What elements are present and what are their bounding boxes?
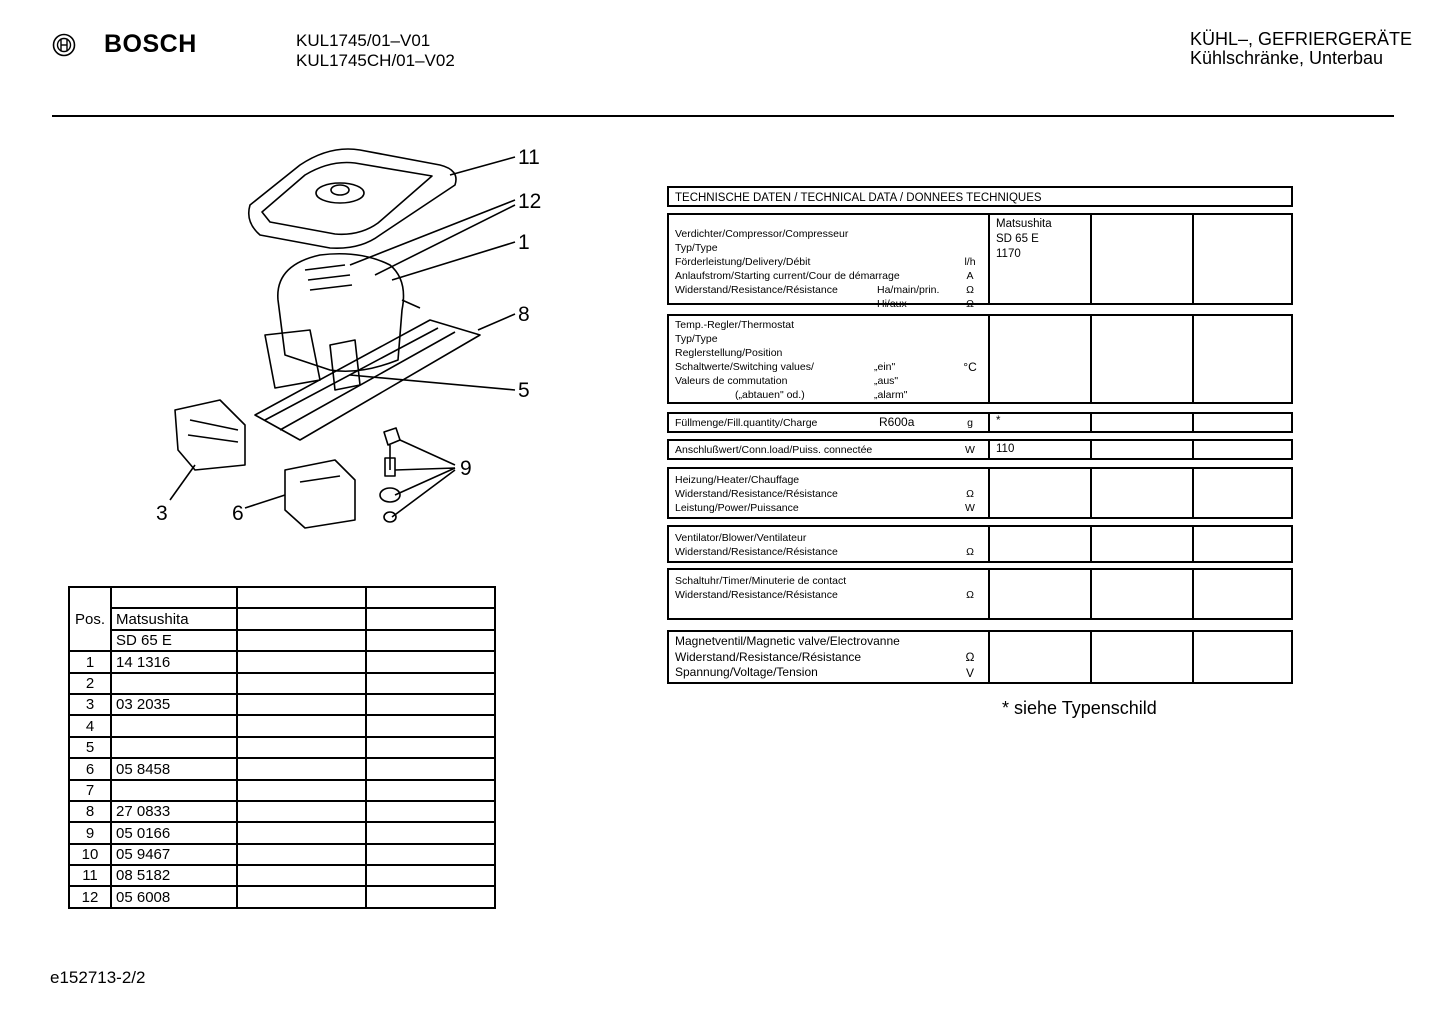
spec-label: Magnetventil/Magnetic valve/Electrovanne xyxy=(675,634,900,648)
model-number: KUL1745/01–V01 xyxy=(296,31,431,50)
pos-cell: 7 xyxy=(69,780,111,801)
spec-unit: A xyxy=(966,270,974,282)
cover-part xyxy=(285,460,355,528)
spec-label: Typ/Type xyxy=(675,242,718,254)
spec-label: („abtauen" od.) xyxy=(735,389,805,401)
part-number-cell: 05 8458 xyxy=(111,758,237,779)
spec-sub-label: „alarm" xyxy=(874,389,908,401)
empty-cell xyxy=(366,694,495,715)
empty-cell xyxy=(366,715,495,736)
timer-block xyxy=(667,568,1293,620)
empty-cell xyxy=(237,780,366,801)
table-row xyxy=(69,758,495,779)
spec-sub-label: Hi/aux xyxy=(877,298,907,310)
empty-cell xyxy=(237,801,366,822)
spec-sub-label: Ha/main/prin. xyxy=(877,284,940,296)
empty-cell xyxy=(366,758,495,779)
thermostat-block xyxy=(667,314,1293,404)
part-number-cell: 05 9467 xyxy=(111,844,237,865)
empty-cell xyxy=(237,886,366,907)
pos-cell: 6 xyxy=(69,758,111,779)
spec-label: Förderleistung/Delivery/Débit xyxy=(675,256,811,268)
part-number-cell: 08 5182 xyxy=(111,865,237,886)
compressor-part xyxy=(278,254,404,372)
charge-block xyxy=(667,412,1293,433)
spec-label: Reglerstellung/Position xyxy=(675,347,783,359)
pos-cell: 1 xyxy=(69,651,111,672)
empty-cell xyxy=(237,673,366,694)
spec-label: Schaltwerte/Switching values/ xyxy=(675,361,814,373)
callout-label: 3 xyxy=(156,502,168,525)
spec-unit: Ω xyxy=(966,546,974,558)
callout-label: 12 xyxy=(518,190,542,213)
table-row xyxy=(69,780,495,801)
compressor-block xyxy=(667,213,1293,310)
empty-cell xyxy=(366,844,495,865)
empty-cell xyxy=(366,651,495,672)
spec-label: Spannung/Voltage/Tension xyxy=(675,665,818,679)
part-number-cell: 14 1316 xyxy=(111,651,237,672)
spec-value: Matsushita xyxy=(996,218,1052,230)
table-row xyxy=(69,694,495,715)
technical-data-panel xyxy=(667,186,1293,684)
spec-unit: Ω xyxy=(966,488,974,500)
empty-cell xyxy=(366,780,495,801)
table-row xyxy=(69,673,495,694)
model-number: KUL1745CH/01–V02 xyxy=(296,51,455,70)
spec-label: Temp.-Regler/Thermostat xyxy=(675,319,795,331)
connected-load-block xyxy=(667,439,1293,460)
pos-cell: 4 xyxy=(69,715,111,736)
empty-cell xyxy=(366,801,495,822)
table-row xyxy=(69,587,495,608)
pos-cell: 10 xyxy=(69,844,111,865)
type-plate-note: * siehe Typenschild xyxy=(1002,698,1157,718)
part-number-cell: 05 6008 xyxy=(111,886,237,907)
table-row xyxy=(69,844,495,865)
part-number-cell: 05 0166 xyxy=(111,822,237,843)
part-number-cell: 27 0833 xyxy=(111,801,237,822)
empty-cell xyxy=(237,844,366,865)
pos-cell: 2 xyxy=(69,673,111,694)
spec-label: Widerstand/Resistance/Résistance xyxy=(675,589,838,601)
blower-block xyxy=(667,525,1293,563)
pos-cell: 9 xyxy=(69,822,111,843)
empty-cell xyxy=(366,673,495,694)
document-reference: e152713-2/2 xyxy=(50,968,146,987)
empty-cell xyxy=(237,865,366,886)
empty-cell xyxy=(237,651,366,672)
exploded-parts-diagram xyxy=(140,140,560,530)
spec-unit: Ω xyxy=(965,650,975,664)
magnetic-valve-block xyxy=(667,630,1293,684)
starter-part xyxy=(175,400,245,470)
empty-cell xyxy=(237,694,366,715)
spec-unit: Ω xyxy=(966,298,974,310)
empty-cell xyxy=(366,886,495,907)
part-number-cell xyxy=(111,673,237,694)
table-row xyxy=(69,865,495,886)
spec-value: * xyxy=(988,414,1090,431)
spec-label: Schaltuhr/Timer/Minuterie de contact xyxy=(675,575,847,587)
part-number-cell: 03 2035 xyxy=(111,694,237,715)
product-category xyxy=(1190,30,1412,68)
pos-cell: 12 xyxy=(69,886,111,907)
spec-value: 110 xyxy=(988,441,1090,458)
table-row xyxy=(69,651,495,672)
table-row xyxy=(69,886,495,907)
pos-cell: 8 xyxy=(69,801,111,822)
empty-cell xyxy=(366,822,495,843)
brand-cell: Matsushita xyxy=(111,608,237,629)
spec-sub-label: „ein" xyxy=(874,361,896,373)
table-row xyxy=(69,630,495,651)
part-number-cell xyxy=(111,737,237,758)
table-row xyxy=(69,608,495,629)
empty-cell xyxy=(237,758,366,779)
spec-unit: Ω xyxy=(966,284,974,296)
spec-label: Anlaufstrom/Starting current/Cour de démarrage xyxy=(675,270,900,282)
parts-table xyxy=(68,586,496,909)
spec-sub-label: „aus" xyxy=(874,375,899,387)
empty-cell xyxy=(366,865,495,886)
spec-label: Ventilator/Blower/Ventilateur xyxy=(675,532,807,544)
pos-cell: 3 xyxy=(69,694,111,715)
table-row xyxy=(69,822,495,843)
pos-header: Pos. xyxy=(69,587,111,651)
category-line: KÜHL–, GEFRIERGERÄTE xyxy=(1189,29,1412,49)
spec-value: 1170 xyxy=(996,248,1021,260)
table-row xyxy=(69,801,495,822)
part-number-cell xyxy=(111,715,237,736)
empty-cell xyxy=(237,737,366,758)
spec-unit: Ω xyxy=(966,589,974,601)
header-divider xyxy=(52,115,1394,117)
spec-label: Widerstand/Resistance/Résistance xyxy=(675,546,838,558)
spec-label: Widerstand/Resistance/Résistance xyxy=(675,488,838,500)
fastener-part xyxy=(384,428,400,470)
callout-label: 11 xyxy=(518,146,540,169)
callout-label: 9 xyxy=(460,457,472,480)
spec-unit: V xyxy=(965,666,974,680)
model-numbers xyxy=(296,31,455,71)
spec-label: Anschlußwert/Conn.load/Puiss. connectée xyxy=(675,444,873,456)
callout-label: 8 xyxy=(518,303,530,326)
pos-cell: 5 xyxy=(69,737,111,758)
spec-label: Heizung/Heater/Chauffage xyxy=(675,474,800,486)
spec-label: Typ/Type xyxy=(675,333,718,345)
spec-label: Widerstand/Resistance/Résistance xyxy=(675,284,838,296)
heater-block xyxy=(667,467,1293,519)
callout-label: 1 xyxy=(518,231,530,254)
spec-label: Widerstand/Resistance/Résistance xyxy=(675,649,862,664)
empty-cell xyxy=(237,715,366,736)
mounting-rail-part xyxy=(255,320,480,440)
refrigerant-type: R600a xyxy=(879,415,915,429)
spec-unit: l/h xyxy=(964,256,976,268)
technical-data-title: TECHNISCHE DATEN / TECHNICAL DATA / DONNEES TECHNIQUES xyxy=(667,186,1293,207)
relay-part xyxy=(265,330,320,388)
pos-cell: 11 xyxy=(69,865,111,886)
empty-cell xyxy=(366,737,495,758)
spec-label: Leistung/Power/Puissance xyxy=(675,502,799,514)
callout-label: 5 xyxy=(518,379,530,402)
spec-label: Valeurs de commutation xyxy=(675,375,788,387)
bosch-logo-icon xyxy=(52,33,76,57)
spec-unit: °C xyxy=(963,360,977,374)
table-row xyxy=(69,715,495,736)
spec-label: Verdichter/Compressor/Compresseur xyxy=(675,228,849,240)
spec-label: Füllmenge/Fill.quantity/Charge xyxy=(675,417,818,429)
callout-label: 6 xyxy=(232,502,244,525)
category-line: Kühlschränke, Unterbau xyxy=(1189,48,1384,68)
spec-unit: W xyxy=(965,444,975,456)
spec-unit: W xyxy=(965,502,975,514)
brand-name: BOSCH xyxy=(104,30,197,58)
part-number-cell xyxy=(111,780,237,801)
spec-unit: g xyxy=(967,417,973,429)
model-cell: SD 65 E xyxy=(111,630,237,651)
table-row xyxy=(69,737,495,758)
spec-value: SD 65 E xyxy=(996,233,1039,245)
empty-cell xyxy=(237,822,366,843)
